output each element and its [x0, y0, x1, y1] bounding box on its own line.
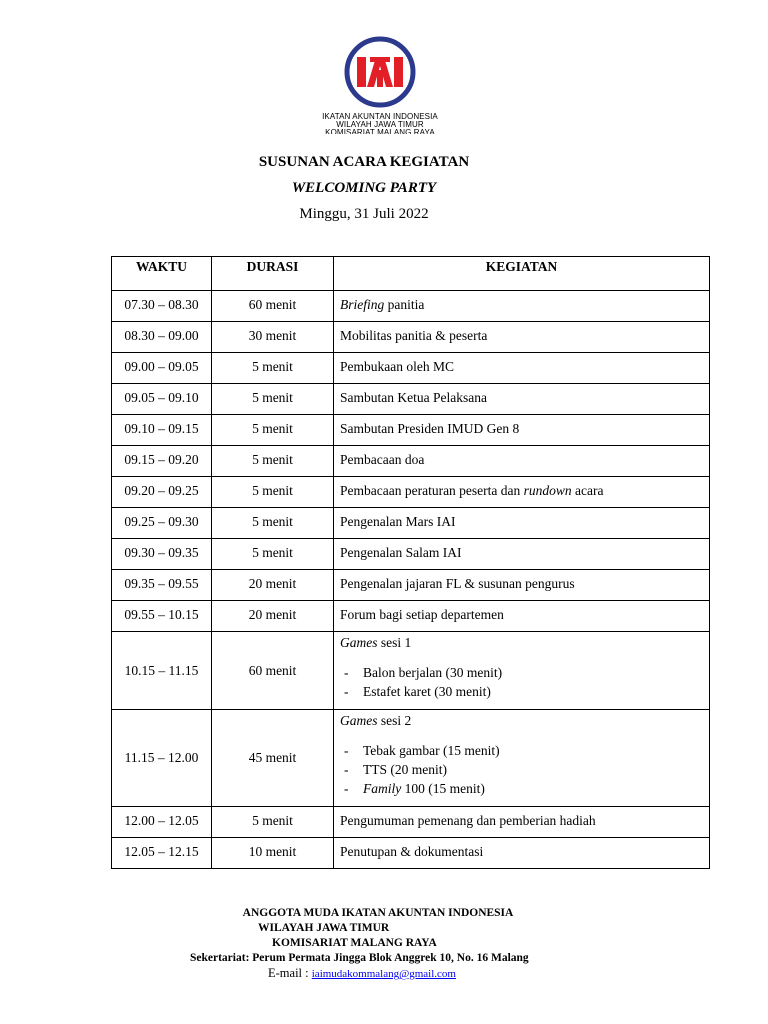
table-row: [112, 838, 710, 869]
list-item: - TTS (20 menit): [340, 760, 705, 779]
activity-heading: [340, 713, 705, 729]
header-duration: DURASI: [212, 257, 334, 291]
table-row: [112, 477, 710, 508]
cell-time: 08.30 – 09.00: [112, 322, 212, 353]
cell-activity: [334, 477, 710, 508]
cell-time: 09.30 – 09.35: [112, 539, 212, 570]
cell-duration: 5 menit: [212, 415, 334, 446]
table-row: [112, 539, 710, 570]
cell-duration: 60 menit: [212, 291, 334, 322]
cell-duration: 5 menit: [212, 807, 334, 838]
cell-activity: Pengenalan Salam IAI: [334, 539, 710, 570]
table-row: [112, 291, 710, 322]
cell-time: 09.25 – 09.30: [112, 508, 212, 539]
cell-activity: [334, 291, 710, 322]
cell-duration: 60 menit: [212, 632, 334, 710]
activity-text: Pembacaan peraturan peserta dan: [340, 483, 524, 498]
cell-activity: Pengenalan jajaran FL & susunan pengurus: [334, 570, 710, 601]
document-title-block: [0, 153, 728, 224]
list-item: - Balon berjalan (30 menit): [340, 663, 705, 682]
cell-time: 09.15 – 09.20: [112, 446, 212, 477]
footer-email-line: [268, 966, 768, 982]
activity-heading: [340, 635, 705, 651]
document-footer: [0, 906, 768, 982]
table-row: [112, 710, 710, 807]
cell-time: 09.35 – 09.55: [112, 570, 212, 601]
activity-sub-list: [340, 741, 705, 798]
activity-text: sesi 2: [377, 713, 412, 728]
cell-time: 10.15 – 11.15: [112, 632, 212, 710]
logo-text-line-1: IKATAN AKUNTAN INDONESIA: [322, 112, 438, 121]
cell-duration: 5 menit: [212, 508, 334, 539]
cell-activity: Pembukaan oleh MC: [334, 353, 710, 384]
footer-secretariat: Sekertariat: Perum Permata Jingga Blok Anggrek 10, No. 16 Malang: [190, 952, 529, 964]
table-row: [112, 353, 710, 384]
activity-text: sesi 1: [377, 635, 412, 650]
cell-duration: 30 menit: [212, 322, 334, 353]
cell-activity: Mobilitas panitia & peserta: [334, 322, 710, 353]
cell-duration: 5 menit: [212, 446, 334, 477]
cell-duration: 20 menit: [212, 570, 334, 601]
email-label: E-mail :: [268, 966, 312, 980]
cell-activity: Sambutan Ketua Pelaksana: [334, 384, 710, 415]
activity-text-after: acara: [571, 483, 604, 498]
cell-duration: 5 menit: [212, 384, 334, 415]
cell-activity: Forum bagi setiap departemen: [334, 601, 710, 632]
cell-time: 09.20 – 09.25: [112, 477, 212, 508]
table-row: [112, 446, 710, 477]
cell-activity: Pengenalan Mars IAI: [334, 508, 710, 539]
header-time: WAKTU: [112, 257, 212, 291]
activity-italic-text: Games: [340, 635, 378, 650]
activity-sub-list: [340, 663, 705, 701]
logo-text-line-2: WILAYAH JAWA TIMUR: [336, 120, 424, 129]
logo-text-line-3: KOMISARIAT MALANG RAYA: [325, 129, 435, 134]
event-date: Minggu, 31 Juli 2022: [299, 206, 429, 222]
table-row: [112, 384, 710, 415]
cell-time: 09.00 – 09.05: [112, 353, 212, 384]
cell-duration: 5 menit: [212, 477, 334, 508]
footer-region: WILAYAH JAWA TIMUR: [258, 922, 390, 934]
activity-italic-text: rundown: [523, 483, 572, 498]
table-row: [112, 322, 710, 353]
list-item-text: 100 (15 menit): [401, 781, 485, 796]
cell-activity: [334, 632, 710, 710]
cell-activity: Pembacaan doa: [334, 446, 710, 477]
table-row: [112, 508, 710, 539]
table-row: [112, 570, 710, 601]
cell-time: 12.05 – 12.15: [112, 838, 212, 869]
list-item-italic-text: Family: [363, 781, 402, 796]
cell-duration: 20 menit: [212, 601, 334, 632]
cell-time: 09.55 – 10.15: [112, 601, 212, 632]
list-item: - Tebak gambar (15 menit): [340, 741, 705, 760]
iai-logo-icon: [343, 35, 417, 109]
table-row: [112, 632, 710, 710]
cell-activity: Penutupan & dokumentasi: [334, 838, 710, 869]
list-item: [340, 779, 705, 798]
cell-duration: 5 menit: [212, 353, 334, 384]
cell-activity: [334, 710, 710, 807]
cell-duration: 5 menit: [212, 539, 334, 570]
cell-activity: Pengumuman pemenang dan pemberian hadiah: [334, 807, 710, 838]
table-row: [112, 415, 710, 446]
document-title: SUSUNAN ACARA KEGIATAN: [258, 154, 470, 170]
cell-time: 07.30 – 08.30: [112, 291, 212, 322]
cell-duration: 45 menit: [212, 710, 334, 807]
schedule-table: [111, 256, 710, 869]
cell-time: 09.10 – 09.15: [112, 415, 212, 446]
activity-italic-text: Games: [340, 713, 378, 728]
table-row: [112, 807, 710, 838]
list-item: - Estafet karet (30 menit): [340, 682, 705, 701]
footer-organization: ANGGOTA MUDA IKATAN AKUNTAN INDONESIA: [242, 907, 514, 919]
footer-branch: KOMISARIAT MALANG RAYA: [272, 937, 437, 949]
organization-logo: [300, 35, 460, 134]
event-name: WELCOMING PARTY: [291, 180, 437, 196]
table-header-row: [112, 257, 710, 291]
header-activity: KEGIATAN: [334, 257, 710, 291]
email-link[interactable]: iaimudakommalang@gmail.com: [311, 968, 456, 980]
activity-italic-text: Briefing: [340, 297, 385, 312]
cell-time: 12.00 – 12.05: [112, 807, 212, 838]
cell-time: 11.15 – 12.00: [112, 710, 212, 807]
table-row: [112, 601, 710, 632]
cell-activity: Sambutan Presiden IMUD Gen 8: [334, 415, 710, 446]
cell-duration: 10 menit: [212, 838, 334, 869]
activity-text: panitia: [384, 297, 425, 312]
cell-time: 09.05 – 09.10: [112, 384, 212, 415]
